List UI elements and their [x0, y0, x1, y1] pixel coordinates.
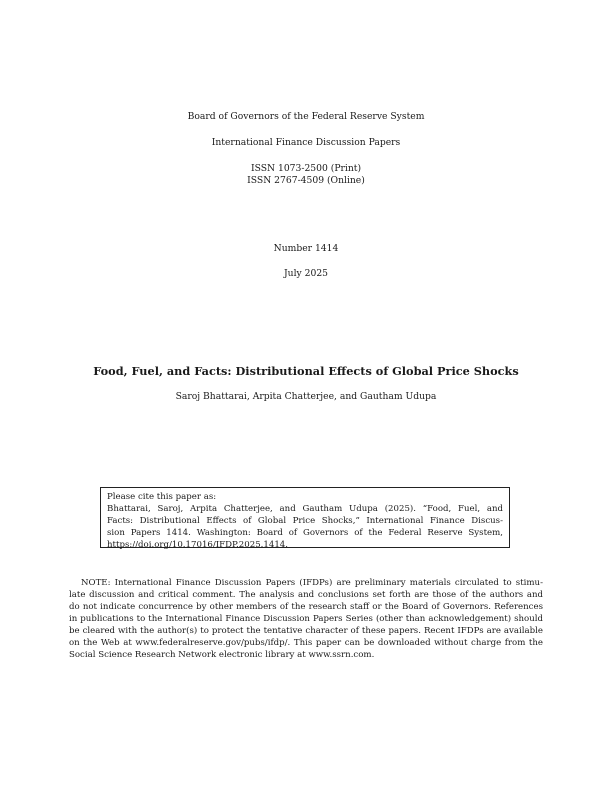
citation-doi: https://doi.org/10.17016/IFDP.2025.1414. — [107, 540, 288, 550]
paper-title: Food, Fuel, and Facts: Distributional Effects of Global Price Shocks — [93, 364, 519, 378]
disclaimer-note — [69, 577, 543, 661]
issue-date: July 2025 — [283, 268, 329, 279]
citation-line: Bhattarai, Saroj, Arpita Chatterjee, and Gautham Udupa (2025). “Food, Fuel, and — [107, 504, 503, 514]
note-line: NOTE: International Finance Discussion Papers (IFDPs) are preliminary materials circulated to stimu- — [81, 578, 543, 588]
citation-line: sion Papers 1414. Washington: Board of Governors of the Federal Reserve System, — [107, 528, 503, 538]
note-line: be cleared with the author(s) to protect the tentative character of these papers. Recent IFDPs are available — [69, 626, 543, 636]
issn-print: ISSN 1073-2500 (Print) — [250, 163, 362, 174]
note-line: Social Science Research Network electronic library at www.ssrn.com. — [69, 650, 375, 660]
note-line: on the Web at www.federalreserve.gov/pubs/ifdp/. This paper can be downloaded without charge from the — [69, 638, 543, 648]
citation-line: Facts: Distributional Effects of Global Price Shocks,” International Finance Discus- — [107, 516, 503, 526]
series-name: International Finance Discussion Papers — [211, 137, 401, 148]
institution-name: Board of Governors of the Federal Reserve System — [187, 111, 425, 122]
note-line: late discussion and critical comment. The analysis and conclusions set forth are those of the authors and — [69, 590, 543, 600]
citation-intro: Please cite this paper as: — [107, 492, 217, 502]
issn-online: ISSN 2767-4509 (Online) — [247, 175, 365, 186]
citation-box — [100, 487, 510, 548]
note-line: in publications to the International Finance Discussion Papers Series (other than acknowledgement) should — [69, 614, 543, 624]
issue-number: Number 1414 — [273, 243, 339, 254]
paper-authors: Saroj Bhattarai, Arpita Chatterjee, and Gautham Udupa — [175, 391, 437, 402]
note-line: do not indicate concurrence by other members of the research staff or the Board of Governors. References — [69, 602, 543, 612]
